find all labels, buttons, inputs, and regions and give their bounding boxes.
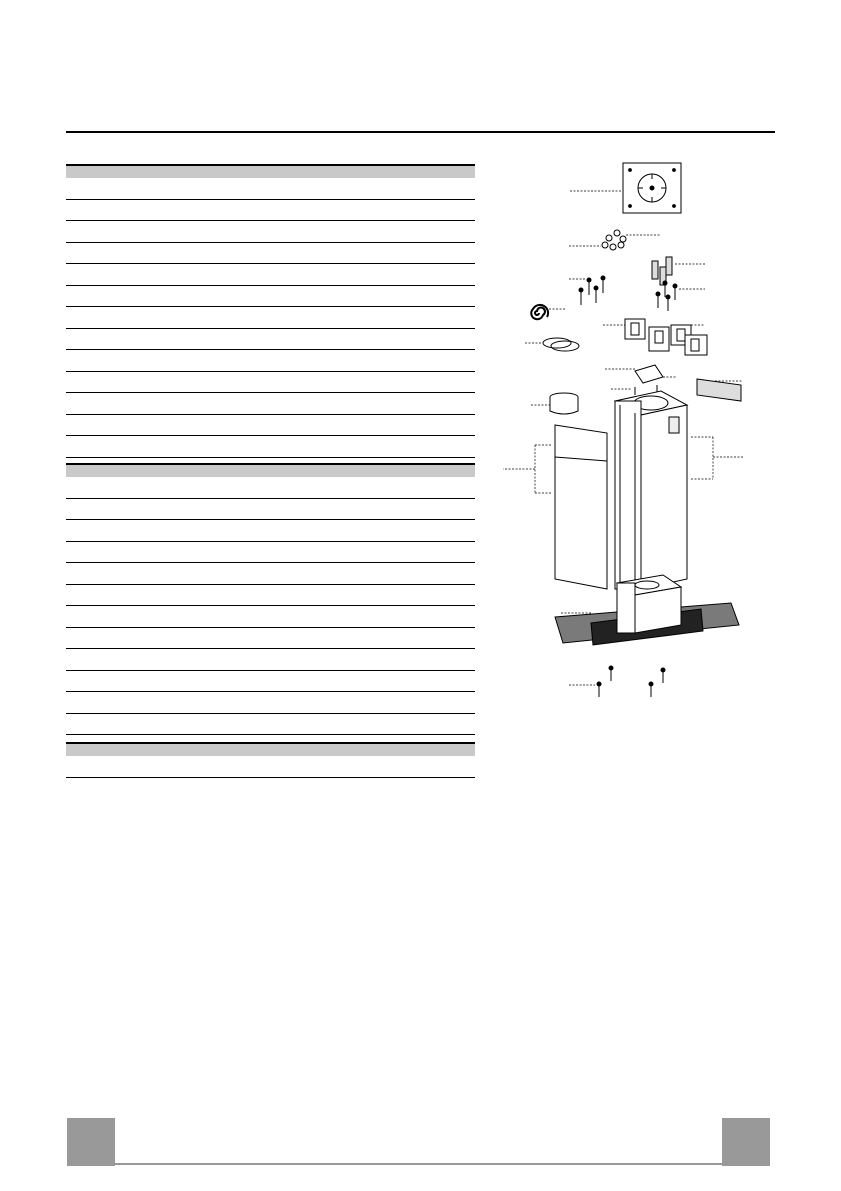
table-row	[66, 264, 475, 286]
screws-1	[579, 276, 605, 305]
parts-table-2	[66, 463, 475, 735]
table-row	[66, 499, 475, 521]
table-row	[66, 350, 475, 372]
table-row	[66, 628, 475, 650]
footer-page-tab-right	[722, 1118, 770, 1166]
top-rule	[66, 131, 775, 133]
hood-body	[555, 575, 739, 645]
wall-plugs	[652, 257, 672, 285]
footer-page-tab-left	[67, 1118, 115, 1166]
table-row	[66, 649, 475, 671]
table-row	[66, 393, 475, 415]
table-row	[66, 520, 475, 542]
rail	[697, 379, 741, 401]
table-row	[66, 286, 475, 308]
table-row	[66, 200, 475, 222]
exploded-assembly-diagram	[495, 155, 770, 715]
table-row	[66, 714, 475, 736]
table-row	[66, 372, 475, 394]
table-row	[66, 477, 475, 499]
table-row	[66, 563, 475, 585]
parts-table-1	[66, 164, 475, 458]
table-row	[66, 606, 475, 628]
ceiling-plate	[623, 163, 681, 213]
table-row	[66, 756, 475, 778]
table-row	[66, 415, 475, 437]
table-row	[66, 542, 475, 564]
parts-table-3	[66, 742, 475, 778]
brackets	[625, 319, 707, 355]
table-row	[66, 692, 475, 714]
duct-adapter	[550, 393, 578, 414]
table-1-header	[66, 164, 475, 178]
table-row	[66, 243, 475, 265]
table-row	[66, 178, 475, 200]
chimney-column	[615, 391, 687, 589]
table-row	[66, 671, 475, 693]
chimney-panel	[555, 425, 607, 589]
table-row	[66, 307, 475, 329]
table-row	[66, 221, 475, 243]
footer-rule	[115, 1163, 722, 1165]
table-row	[66, 585, 475, 607]
flange-rings	[543, 338, 579, 351]
table-row	[66, 329, 475, 351]
bottom-screws	[597, 666, 665, 697]
nuts	[602, 230, 626, 250]
table-3-header	[66, 742, 475, 756]
upper-bracket	[635, 365, 663, 383]
table-row	[66, 436, 475, 458]
table-2-header	[66, 463, 475, 477]
spiral	[531, 305, 548, 319]
